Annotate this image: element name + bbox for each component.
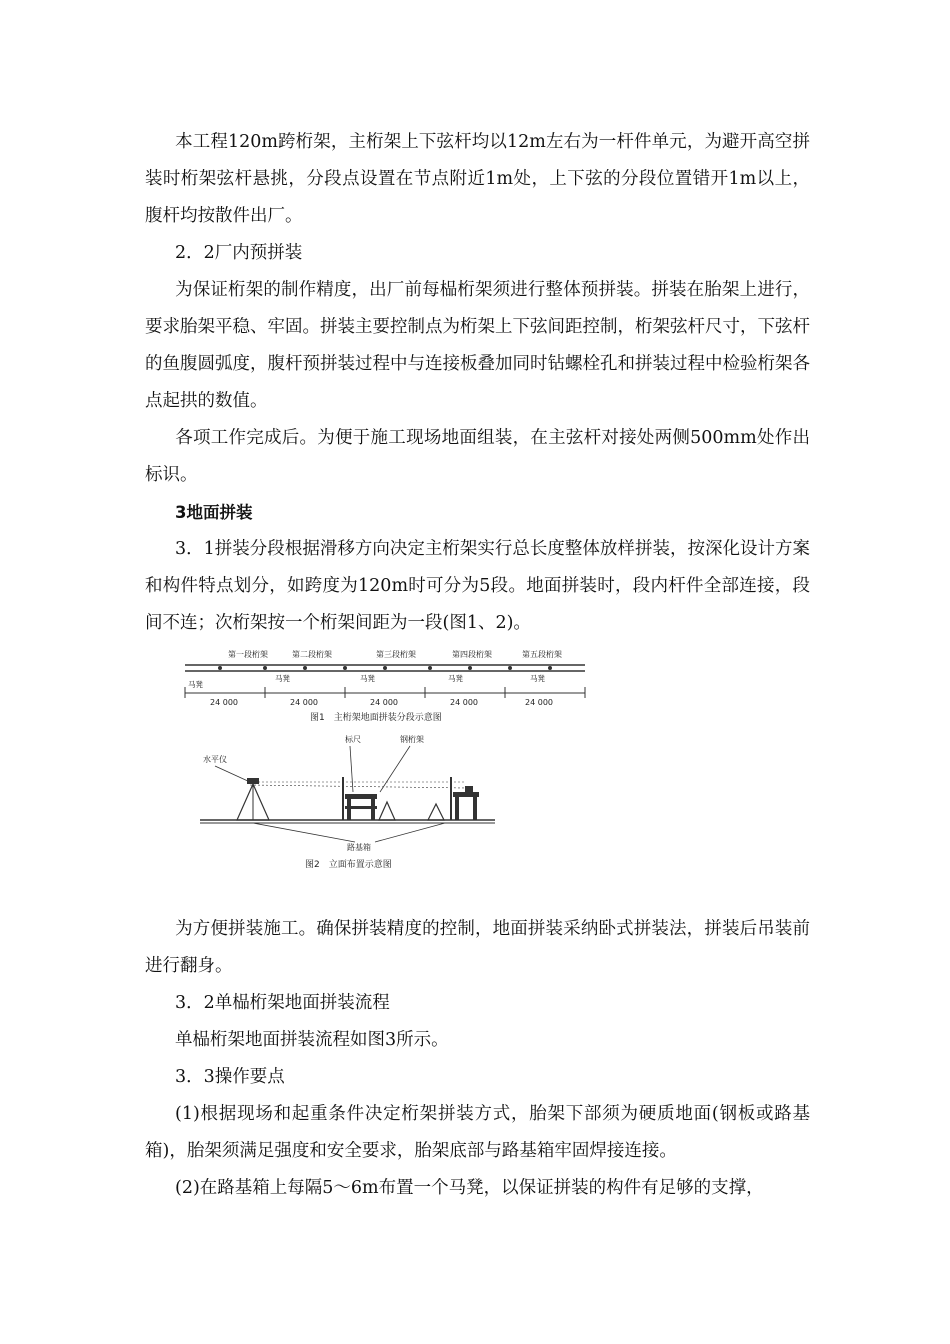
- fig1-caption: 图1 主桁架地面拼装分段示意图: [310, 713, 442, 723]
- fig1-madeng-3: 马凳: [448, 674, 463, 683]
- paragraph-6: 单榀桁架地面拼装流程如图3所示。: [175, 1030, 449, 1050]
- fig1-dim-5: 24 000: [525, 698, 553, 707]
- fig1-dim-2: 24 000: [290, 698, 318, 707]
- fig1-madeng-1: 马凳: [275, 674, 290, 683]
- fig2-label-ruler: 标尺: [345, 735, 361, 744]
- paragraph-7: (1)根据现场和起重条件决定桁架拼装方式，胎架下部须为硬质地面(钢板或路基箱)，胎架须满足强度和安全要求，胎架底部与路基箱牢固焊接连接。: [145, 1104, 810, 1161]
- fig1-seg-3: 第三段桁架: [376, 650, 416, 659]
- fig2-caption: 图2 立面布置示意图: [305, 860, 392, 870]
- fig1-dim-4: 24 000: [450, 698, 478, 707]
- fig2-label-truss: 钢桁架: [400, 735, 424, 744]
- fig1-dim-1: 24 000: [210, 698, 238, 707]
- fig1-seg-4: 第四段桁架: [452, 650, 492, 659]
- fig1-madeng-2: 马凳: [360, 674, 375, 683]
- paragraph-2: 为保证桁架的制作精度，出厂前每榀桁架须进行整体预拼装。拼装在胎架上进行，要求胎架平稳、牢固。拼装主要控制点为桁架上下弦间距控制，桁架弦杆尺寸，下弦杆的鱼腹圆弧度，腹杆预拼装过程中与连接板叠加同时钻螺栓孔和拼装过程中检验桁架各点起拱的数值。: [145, 280, 810, 411]
- section-heading-3: 3地面拼装: [175, 503, 253, 522]
- fig1-dim-3: 24 000: [370, 698, 398, 707]
- fig1-seg-1: 第一段桁架: [228, 650, 268, 659]
- section-heading-3-2: 3．2单榀桁架地面拼装流程: [175, 993, 390, 1013]
- paragraph-3: 各项工作完成后。为便于施工现场地面组装，在主弦杆对接处两侧500mm处作出标识。: [145, 428, 810, 485]
- paragraph-1: 本工程120m跨桁架，主桁架上下弦杆均以12m左右为一杆件单元，为避开高空拼装时桁架弦杆悬挑，分段点设置在节点附近1m处，上下弦的分段位置错开1m以上，腹杆均按散件出厂。: [145, 132, 810, 226]
- paragraph-5: 为方便拼装施工。确保拼装精度的控制，地面拼装采纳卧式拼装法，拼装后吊装前进行翻身。: [145, 919, 810, 976]
- section-heading-2-2: 2．2厂内预拼装: [175, 243, 303, 263]
- fig1-seg-2: 第二段桁架: [292, 650, 332, 659]
- figure-2-elevation-diagram: [195, 732, 525, 872]
- paragraph-8: (2)在路基箱上每隔5～6m布置一个马凳，以保证拼装的构件有足够的支撑，: [175, 1178, 764, 1198]
- section-heading-3-3: 3．3操作要点: [175, 1067, 285, 1087]
- figure-1-segment-diagram: [180, 640, 600, 725]
- fig2-label-level: 水平仪: [203, 755, 227, 764]
- fig1-madeng-4: 马凳: [530, 674, 545, 683]
- paragraph-4: 3．1拼装分段根据滑移方向决定主桁架实行总长度整体放样拼装，按深化设计方案和构件特点划分，如跨度为120m时可分为5段。地面拼装时，段内杆件全部连接，段间不连；次桁架按一个桁架间距为一段(图1、2)。: [145, 539, 810, 633]
- fig2-label-box: 路基箱: [347, 843, 371, 852]
- fig1-seg-5: 第五段桁架: [522, 650, 562, 659]
- fig1-madeng-5: 马凳: [188, 680, 203, 689]
